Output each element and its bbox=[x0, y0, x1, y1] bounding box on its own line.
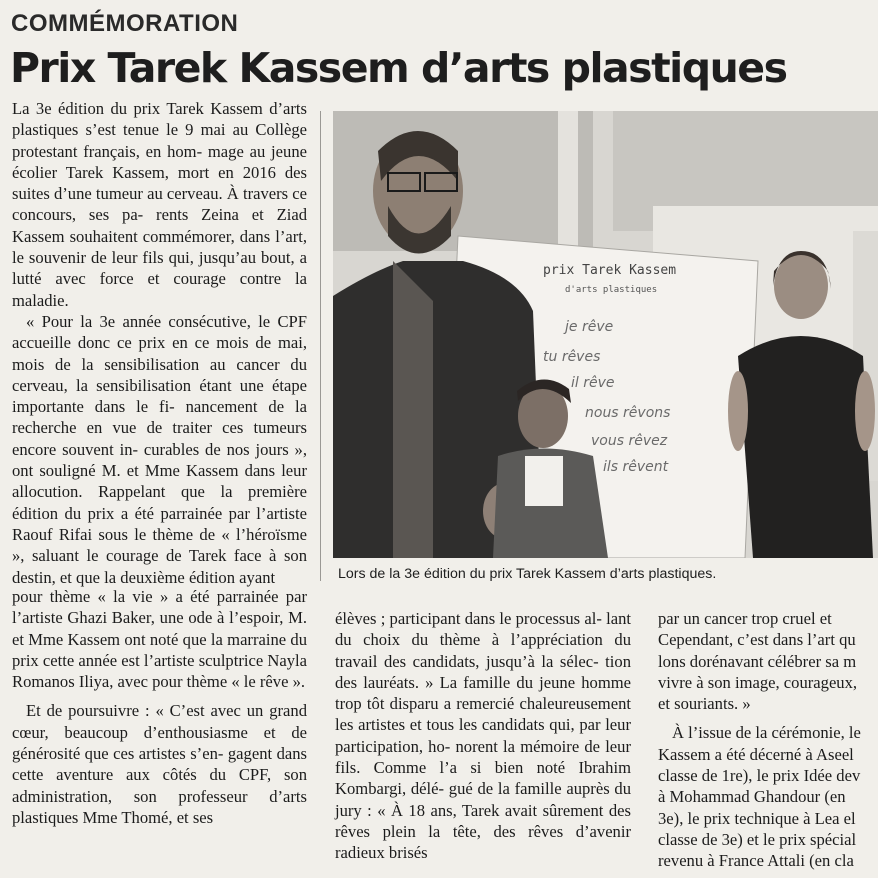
article-column-1 bbox=[12, 98, 307, 588]
article-column-1-bottom bbox=[12, 586, 307, 828]
article-column-3 bbox=[658, 608, 878, 872]
text-line: classe de 1re), le prix Idée dev bbox=[658, 766, 861, 786]
text-line: vivre à son image, courageux, bbox=[658, 672, 858, 692]
text-line: 3e), le prix technique à Lea el bbox=[658, 808, 856, 828]
text-line: Cependant, c’est dans l’art qu bbox=[658, 630, 856, 650]
paragraph: « Pour la 3e année consécutive, le CPF accueille donc ce prix en ce mois de mai, mois de la sensibilisation au cancer du cerveau, la sensibilisation étant une étape importante dans le fi- nancement de la recherche en vue de traiter ces tumeurs encore souvent in- curables de nos jours », ont souligné M. et Mme Kassem dans leur allocution. Rappelant que la première édition du prix a été parrainée par l’artiste Raouf Rifai sous le thème de « l’héroïsme », saluant le courage de Tarek face à son destin, et que la deuxième édition ayant bbox=[12, 311, 307, 587]
paragraph: Et de poursuivre : « C’est avec un grand cœur, beaucoup d’enthousiasme et de générosité que ces artistes s’en- gagent dans cette aventure aux côtés du CPF, son administration, son professeur d’arts plastiques Mme Thomé, et ses bbox=[12, 701, 307, 827]
photo-caption: Lors de la 3e édition du prix Tarek Kassem d’arts plastiques. bbox=[338, 566, 717, 582]
poster-line: nous rêvons bbox=[585, 405, 671, 421]
text-line: et souriants. » bbox=[658, 694, 751, 714]
paragraph: pour thème « la vie » a été parrainée par l’artiste Ghazi Baker, une ode à l’espoir, M. et Mme Kassem ont noté que la marraine du prix cette année est l’artiste sculptrice Nayla Romanos Iliya, avec pour thème « le rêve ». bbox=[12, 587, 307, 692]
photo-illustration bbox=[333, 111, 878, 558]
poster-line: il rêve bbox=[571, 375, 615, 391]
poster-line: je rêve bbox=[565, 319, 614, 335]
poster-line: vous rêvez bbox=[591, 433, 668, 449]
column-divider bbox=[320, 111, 321, 581]
poster-title: prix Tarek Kassem bbox=[543, 263, 677, 278]
paragraph: La 3e édition du prix Tarek Kassem d’arts plastiques s’est tenue le 9 mai au Collège protestant français, en hom- mage au jeune écolier Tarek Kassem, mort en 2016 des suites d’une tumeur au cerveau. À travers ce concours, ses pa- rents Zeina et Ziad Kassem souhaitent commémorer, dans l’art, le souvenir de leur fils qui, jusqu’au bout, a lutté avec force et courage contre la maladie. bbox=[12, 99, 307, 310]
text-line: classe de 3e) et le prix spécial bbox=[658, 829, 857, 849]
article-column-2 bbox=[335, 608, 631, 864]
poster-line: ils rêvent bbox=[603, 459, 669, 475]
text-line: par un cancer trop cruel et bbox=[658, 609, 832, 628]
text-line: revenu à France Attali (en cla bbox=[658, 851, 854, 871]
article-headline: Prix Tarek Kassem d’arts plastiques bbox=[10, 44, 787, 92]
text-line: Kassem a été décerné à Aseel bbox=[658, 744, 854, 764]
poster-subtitle: d'arts plastiques bbox=[565, 285, 658, 295]
text-line: À l’issue de la cérémonie, le bbox=[672, 723, 861, 743]
text-line: à Mohammad Ghandour (en bbox=[658, 787, 846, 807]
article-kicker: COMMÉMORATION bbox=[11, 10, 239, 37]
paragraph: élèves ; participant dans le processus al- lant du choix du thème à l’appréciation du travail des candidats, jusqu’à la sélec- tion des lauréats. » La famille du jeune homme trop tôt disparu a remercié chaleureusement les artistes et tous les candidats qui, par leur participation, ho- norent la mémoire de leur fils. Comme l’a si bien noté Ibrahim Kombargi, délé- gué de la famille auprès du jury : « À 18 ans, Tarek avait sûrement des rêves plein la tête, des rêves d’avenir radieux brisés bbox=[335, 609, 631, 863]
article-photo bbox=[333, 111, 878, 558]
text-line: lons dorénavant célébrer sa m bbox=[658, 651, 857, 671]
poster-line: tu rêves bbox=[543, 349, 601, 365]
